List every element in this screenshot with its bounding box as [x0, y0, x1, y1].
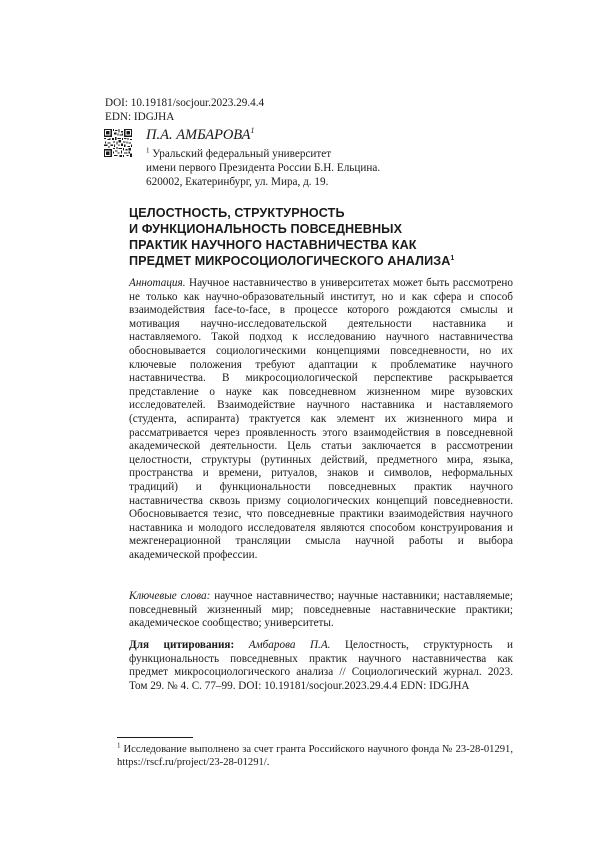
keywords-label: Ключевые слова: — [129, 590, 211, 602]
title-line: И ФУНКЦИОНАЛЬНОСТЬ ПОВСЕДНЕВНЫХ — [129, 222, 403, 236]
citation-label: Для цитирования: — [129, 639, 235, 651]
article-identifiers — [105, 96, 264, 124]
affiliation-address: 620002, Екатеринбург, ул. Мира, д. 19. — [146, 176, 329, 188]
citation — [129, 639, 513, 693]
footnote-divider — [117, 737, 193, 738]
citation-author: Амбарова П.А. — [248, 639, 331, 651]
title-line — [129, 253, 529, 269]
affiliation-line: имени первого Президента России Б.Н. Ельцина. — [146, 162, 381, 174]
abstract-label: Аннотация. — [129, 277, 186, 289]
title-footnote-mark: 1 — [450, 254, 455, 262]
author-name — [146, 127, 506, 144]
abstract-text: Научное наставничество в университетах может быть рассмотрено не только как научно-образовательный институт, но и как сфера и способ взаимодействия face-to-face, в процессе которого рождаются смыслы и мотивация научно-исследовательской деятельности наставника и наставляемого. Такой подход к исследованию научного наставничества обосновывается социологическими концепциями повседневности, но их ключевые положения требуют адаптации к проблематике научного наставничества. В микросоциологической перспективе раскрывается представление о науке как повседневном жизненном мире вузовских исследователей. Взаимодействие научного наставника и наставляемого (студента, аспиранта) трактуется как элемент их жизненного мира и рассматривается через проявленность этого взаимодействия в повседневной академической деятельности. Цель статьи заключается в рассмотрении целостности, структуры (рутинных действий, предметного мира, языка, пространства и времени, ритуалов, знаков и символов, неформальных традиций) и функциональности повседневных практик научного наставничества сквозь призму социологических концепций повседневности. Обосновывается тезис, что повседневные практики взаимодействия научного наставника и молодого исследователя являются способом конструирования и межгенерационной трансляции смысла научной работы и выбора академической профессии. — [129, 277, 513, 561]
affiliation-line — [146, 147, 506, 161]
title-line: ЦЕЛОСТНОСТЬ, СТРУКТУРНОСТЬ — [129, 206, 345, 220]
author-affiliation — [146, 147, 506, 189]
keywords-text: научное наставничество; научные наставники; наставляемые; повседневный жизненный мир; повседневные наставнические практики; академическое сообщество; университеты. — [129, 590, 513, 630]
doi-line: DOI: 10.19181/socjour.2023.29.4.4 — [105, 97, 265, 109]
title-line: ПРАКТИК НАУЧНОГО НАСТАВНИЧЕСТВА КАК — [129, 238, 417, 252]
qr-code-icon — [104, 129, 132, 157]
footnote-mark: 1 — [117, 741, 121, 750]
author-block — [146, 127, 506, 189]
title-line-text: ПРЕДМЕТ МИКРОСОЦИОЛОГИЧЕСКОГО АНАЛИЗА — [129, 254, 451, 268]
edn-line: EDN: IDGJHA — [105, 111, 175, 123]
article-title — [129, 205, 529, 269]
keywords — [129, 590, 513, 631]
footnote-text: Исследование выполнено за счет гранта Российского научного фонда № 23-28-01291, https://rscf.ru/project/23-28-01291/. — [117, 744, 513, 769]
author-footnote-mark: 1 — [250, 126, 255, 136]
author-name-text: П.А. АМБАРОВА — [146, 127, 251, 143]
abstract — [129, 277, 513, 562]
citation-text: Целостность, структурность и функциональность повседневных практик научного наставничества как предмет микросоциологического анализа // Социологический журнал. 2023. Том 29. № 4. С. 77–99. DOI: 10.19181/socjour.2023.29.4.4 EDN: IDGJHA — [129, 639, 513, 692]
footnote — [117, 743, 513, 770]
affiliation-university: Уральский федеральный университет — [152, 148, 332, 160]
affiliation-mark: 1 — [146, 146, 150, 155]
